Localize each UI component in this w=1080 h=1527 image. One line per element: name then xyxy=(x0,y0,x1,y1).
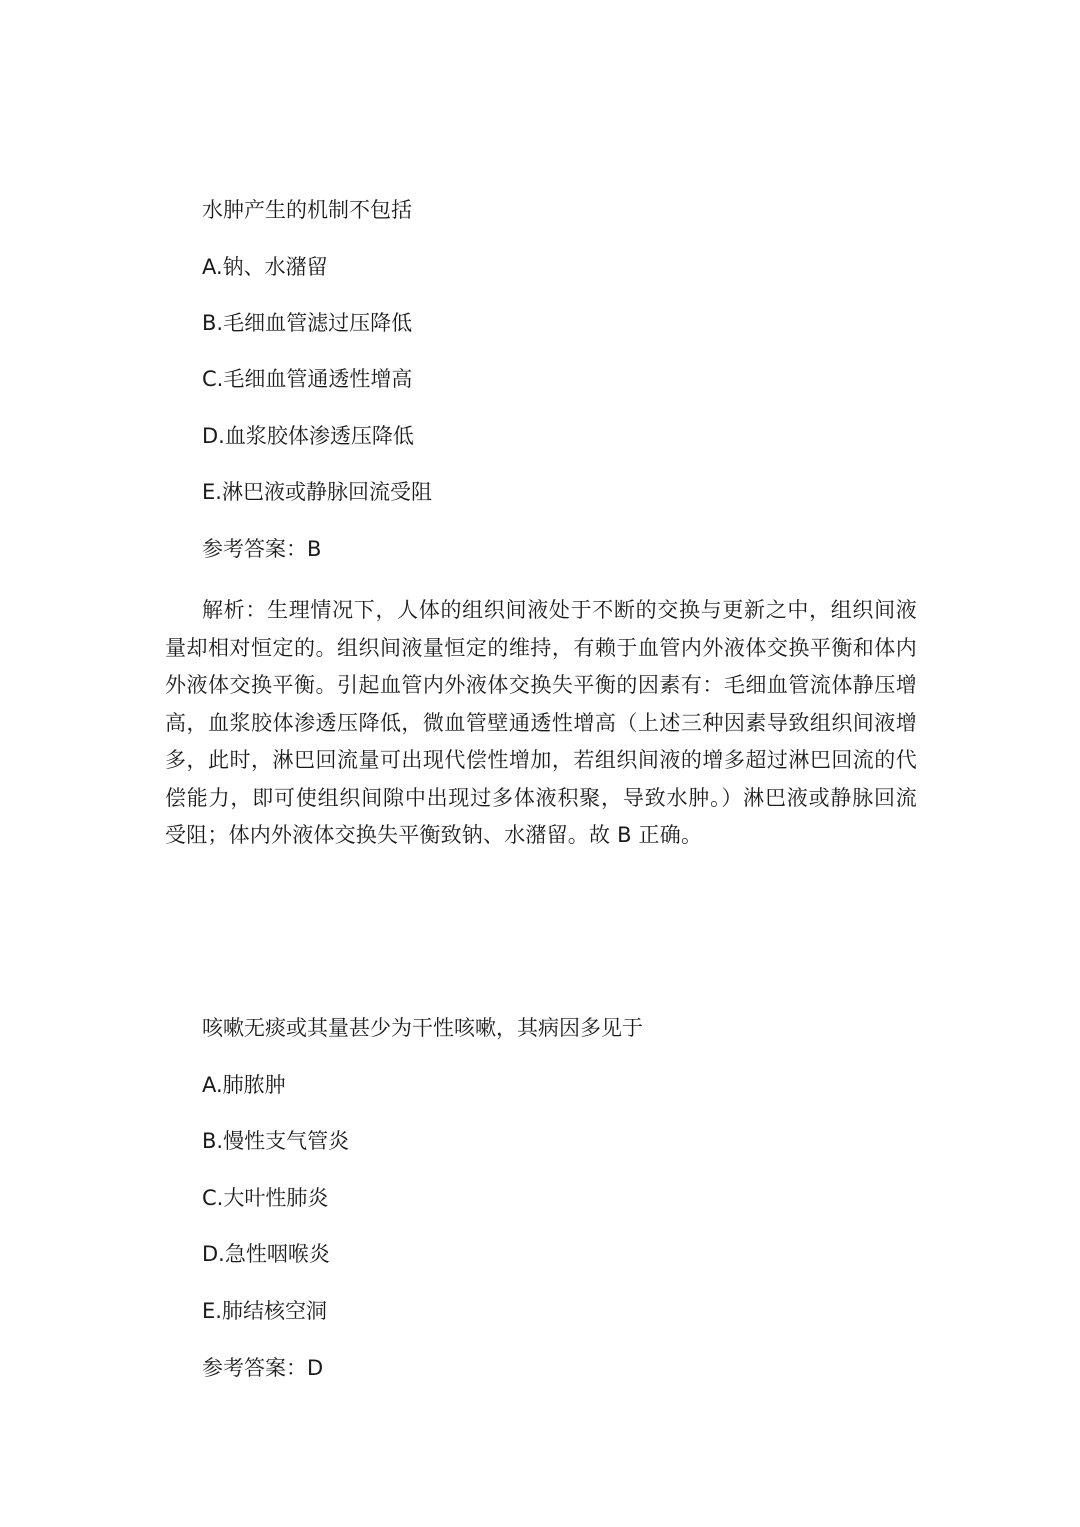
question-1-option-b: B.毛细血管滤过压降低 xyxy=(202,311,413,335)
question-2-option-d: D.急性咽喉炎 xyxy=(202,1242,330,1266)
question-1-option-e: E.淋巴液或静脉回流受阻 xyxy=(202,480,432,504)
question-1-option-c: C.毛细血管通透性增高 xyxy=(202,367,413,391)
question-1-stem: 水肿产生的机制不包括 xyxy=(202,198,412,222)
question-2-option-b: B.慢性支气管炎 xyxy=(202,1129,350,1153)
question-2-option-e: E.肺结核空洞 xyxy=(202,1299,327,1323)
question-1-analysis: 解析：生理情况下，人体的组织间液处于不断的交换与更新之中，组织间液量却相对恒定的。组织间液量恒定的维持，有赖于血管内外液体交换平衡和体内外液体交换平衡。引起血管内外液体交换失平衡的因素有：毛细血管流体静压增高，血浆胶体渗透压降低，微血管壁通透性增高（上述三种因素导致组织间液增多，此时，淋巴回流量可出现代偿性增加，若组织间液的增多超过淋巴回流的代偿能力，即可使组织间隙中出现过多体液积聚，导致水肿。）淋巴液或静脉回流受阻；体内外液体交换失平衡致钠、水潴留。故 B 正确。 xyxy=(165,598,917,847)
question-2-option-c: C.大叶性肺炎 xyxy=(202,1186,329,1210)
question-2-answer: 参考答案：D xyxy=(202,1356,324,1380)
question-1-answer: 参考答案：B xyxy=(202,537,322,561)
question-1-option-a: A.钠、水潴留 xyxy=(202,255,328,279)
question-1-option-d: D.血浆胶体渗透压降低 xyxy=(202,424,414,448)
question-2-option-a: A.肺脓肿 xyxy=(202,1073,286,1097)
question-2-stem: 咳嗽无痰或其量甚少为干性咳嗽，其病因多见于 xyxy=(202,1016,643,1040)
